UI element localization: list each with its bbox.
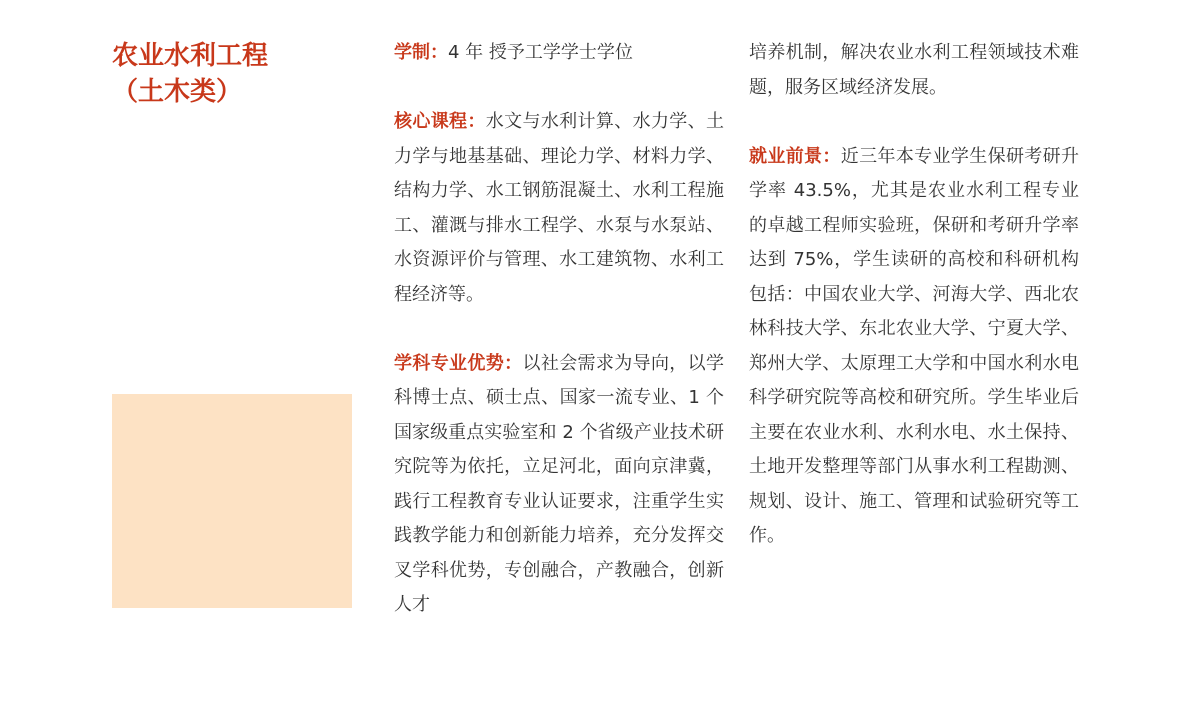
advantages-label: 学科专业优势：	[394, 352, 523, 374]
column-middle	[394, 36, 724, 657]
major-title	[112, 38, 352, 110]
column-right	[749, 36, 1079, 588]
major-title-line2: （土木类）	[112, 77, 243, 107]
duration-paragraph	[394, 36, 724, 71]
major-title-line1: 农业水利工程	[112, 41, 269, 71]
employment-label: 就业前景：	[749, 145, 841, 167]
duration-text: 4 年 授予工学学士学位	[448, 42, 633, 63]
advantages-text-continued: 培养机制，解决农业水利工程领域技术难题，服务区域经济发展。	[749, 42, 1079, 98]
employment-paragraph	[749, 140, 1079, 554]
core-courses-paragraph	[394, 105, 724, 312]
advantages-continued-paragraph	[749, 36, 1079, 105]
advantages-text: 以社会需求为导向，以学科博士点、硕士点、国家一流专业、1 个国家级重点实验室和 2 个省级产业技术研究院等为依托，立足河北，面向京津冀，践行工程教育专业认证要求，注重学生实践教学能力和创新能力培养，充分发挥交叉学科优势，专创融合，产教融合，创新人才	[394, 352, 725, 615]
core-courses-label: 核心课程：	[394, 111, 486, 132]
employment-text: 近三年本专业学生保研考研升学率 43.5%，尤其是农业水利工程专业的卓越工程师实验班，保研和考研升学率达到 75%，学生读研的高校和科研机构包括：中国农业大学、河海大学、西北农林科技大学、东北农业大学、宁夏大学、郑州大学、太原理工大学和中国水利水电科学研究院等高校和研究所。学生毕业后主要在农业水利、水利水电、水土保持、土地开发整理等部门从事水利工程勘测、规划、设计、施工、管理和试验研究等工作。	[749, 145, 1079, 546]
duration-label: 学制：	[394, 42, 448, 63]
decorative-color-block	[112, 394, 352, 608]
advantages-paragraph	[394, 347, 724, 623]
core-courses-text: 水文与水利计算、水力学、土力学与地基基础、理论力学、材料力学、结构力学、水工钢筋混凝土、水利工程施工、灌溉与排水工程学、水泵与水泵站、水资源评价与管理、水工建筑物、水利工程经济等。	[394, 111, 724, 305]
